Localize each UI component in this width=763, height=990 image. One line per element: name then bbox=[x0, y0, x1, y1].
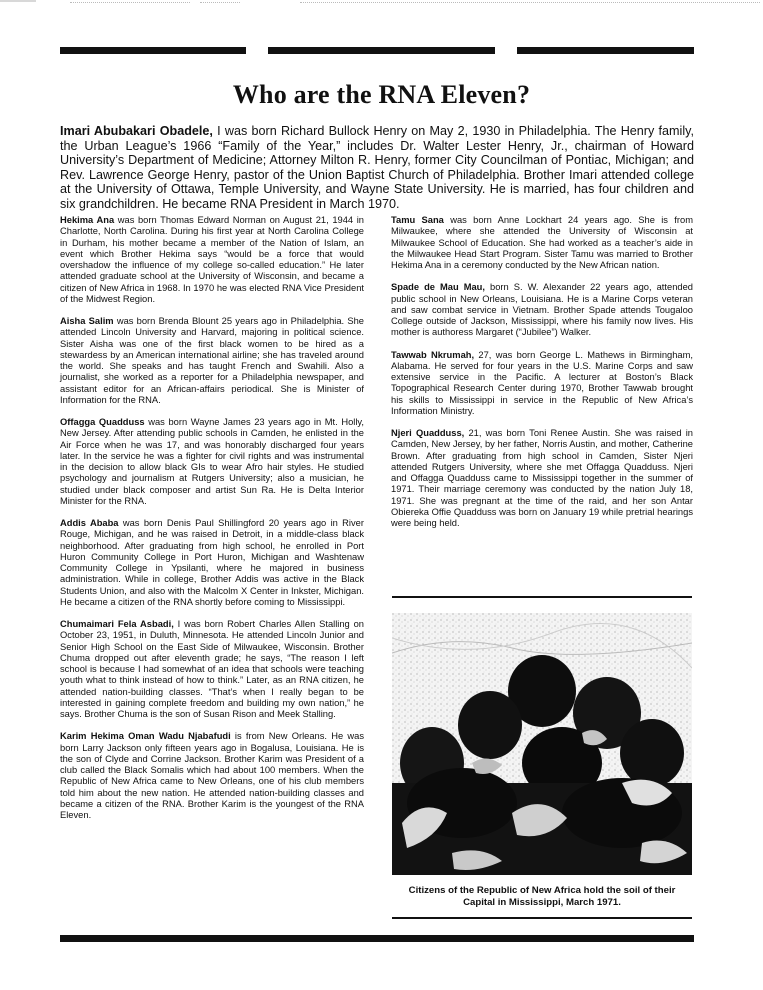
page-title: Who are the RNA Eleven? bbox=[232, 80, 531, 109]
scan-dots bbox=[200, 2, 240, 3]
footer-bar bbox=[60, 935, 694, 942]
bio-name: Chumaimari Fela Asbadi, bbox=[60, 619, 174, 629]
bio-name: Addis Ababa bbox=[60, 518, 119, 528]
bio-paragraph bbox=[60, 619, 364, 720]
bio-paragraph bbox=[391, 350, 693, 418]
photo-caption: Citizens of the Republic of New Africa hold the soil of their Capital in Mississippi, March 1971. bbox=[408, 885, 676, 908]
bio-paragraph bbox=[60, 518, 364, 608]
right-column bbox=[391, 215, 693, 540]
bio-text: I was born Robert Charles Allen Stalling on October 23, 1951, in Duluth, Minnesota. He attended Lincoln Junior and Senior High School on the East Side of Milwaukee, Wisconsin. Brother Chuma dropped out after eleventh grade; he says, “The reason I left school is because I had somewhat of an idea that schools were teaching youth what to think instead of how to think.” Later, as an RNA citizen, he attended nation-building classes. “That’s when I really began to be interested in gaining complete freedom and building my own nation,” he says. Brother Chuma is the son of Susan Rison and Meek Stalling. bbox=[60, 619, 364, 719]
bio-name: Tawwab Nkrumah, bbox=[391, 349, 475, 360]
caption-bottom-rule bbox=[392, 917, 692, 919]
intro-name: Imari Abubakari Obadele, bbox=[60, 124, 213, 138]
bio-text: was born Anne Lockhart 24 years ago. She is from Milwaukee, where she attended the University of Wisconsin at Milwaukee School of Education. She had worked as a teacher’s aide in the Milwaukee Head Start Program. Sister Tamu was married to Brother Hekima Ana in a ceremony conducted by the New African nation. bbox=[391, 215, 693, 270]
bio-paragraph bbox=[60, 316, 364, 406]
bio-name: Njeri Quadduss, bbox=[391, 428, 465, 438]
bio-text: 21, was born Toni Renee Austin. She was raised in Camden, New Jersey, by her father, Norris Austin, and mother, Catherine Brown. After graduating from high school in Camden, Sister Njeri attended Rutgers University, where she met Offagga Quadduss. Njeri and Offagga Quadduss came to Mississippi together in the summer of 1971. Their marriage ceremony was conducted by the nation July 18, 1971. She was pregnant at the time of the raid, and her son Antar Obiereka Offie Quadduss was born on January 19 while pretrial hearings were being held. bbox=[391, 428, 693, 528]
scan-dots bbox=[300, 2, 760, 3]
bio-paragraph bbox=[60, 731, 364, 821]
bio-name: Offagga Quadduss bbox=[60, 417, 145, 427]
bio-paragraph bbox=[391, 428, 693, 529]
bio-paragraph bbox=[60, 417, 364, 507]
bio-text: was born Denis Paul Shillingford 20 years ago in River Rouge, Michigan, and he was raised in Detroit, in a middle-class black neighborhood. After graduating from high school, he enrolled in Port Huron Community College in Port Huron, Michigan and Washtenaw Community College in Ypsilanti, where he majored in business administration. While in college, Brother Addis was active in the Black Students Union, and also with the Malcolm X Center in Inkster, Michigan. He became a citizen of the RNA shortly before coming to Mississippi. bbox=[60, 518, 364, 607]
crowd-photo bbox=[392, 613, 692, 875]
bio-text: was born Brenda Blount 25 years ago in Philadelphia. She attended Lincoln University and Harvard, majoring in political science. Sister Aisha was one of the first black women to be hired as a stewardess by an American international airline; she has traveled around the world. She speaks and has taught French and Swahili. Also a journalist, she worked as a reporter for a Philadelphia newspaper, and assistant editor for an African-affairs periodical. She is Minister of Information for the RNA. bbox=[60, 316, 364, 405]
bio-name: Spade de Mau Mau, bbox=[391, 282, 485, 293]
left-column bbox=[60, 215, 364, 832]
bio-text: was born Thomas Edward Norman on August 21, 1944 in Charlotte, North Carolina. During his first year at North Carolina College in Durham, his mother became a member of the Nation of Islam, an event which Brother Hekima says “would be a force that would overshadow the influence of my college so-called education.” He later attended graduate school at the University of Wisconsin, and became a citizen of New Africa in 1968. In 1970 he was elected RNA Vice President of the Midwest Region. bbox=[60, 215, 364, 304]
bio-text: is from New Orleans. He was born Larry Jackson only fifteen years ago in Bogalusa, Louisiana. He is the son of Clyde and Corrine Jackson. Brother Karim was President of a club called the Black Somalis which had about 100 members. When the Republic of New Africa came to New Orleans, one of his club members told him about the new nation. He attended nation-building classes and became a citizen of the RNA. Brother Karim is the youngest of the RNA Eleven. bbox=[60, 731, 364, 820]
header-bar-center bbox=[268, 47, 495, 54]
bio-name: Aisha Salim bbox=[60, 316, 114, 326]
bio-name: Karim Hekima Oman Wadu Njabafudi bbox=[60, 731, 231, 742]
bio-text: born S. W. Alexander 22 years ago, attended public school in New Orleans, Louisiana. He is a Marine Corps veteran and saw combat service in Vietnam. Brother Spade attends Tougaloo College outside of Jackson, Mississippi, where his family now lives. His mother is authoress Margaret (“Jubilee”) Walker. bbox=[391, 282, 693, 338]
bio-paragraph bbox=[60, 215, 364, 305]
bio-name: Hekima Ana bbox=[60, 215, 115, 225]
intro-paragraph bbox=[60, 124, 694, 212]
header-bar-left bbox=[60, 47, 246, 54]
bio-paragraph bbox=[391, 215, 693, 271]
scan-line bbox=[0, 0, 36, 2]
bio-text: 27, was born George L. Mathews in Birmingham, Alabama. He served for four years in the U.S. Marine Corps and saw extensive service in the Pacific. A lecturer at Boston’s Black Topographical Research Center during 1970, Brother Tawwab brought his skills to Mississippi in service in the Republic of New Africa’s Information Ministry. bbox=[391, 349, 694, 416]
photo-top-rule bbox=[392, 596, 692, 598]
header-bar-right bbox=[517, 47, 694, 54]
scan-dots bbox=[70, 2, 190, 3]
bio-text: was born Wayne James 23 years ago in Mt. Holly, New Jersey. After attending public schools in Camden, he enlisted in the Air Force when he was 17, and was honorably discharged four years later. In the service he was a fighter for civil rights and was instrumental in the decision to allow black GIs to wear Afro hair styles. He studied psychology and journalism at Rutgers University; also a musician, he studied under black composer and artist Sun Ra. He is Delta Interior Minister for the RNA. bbox=[60, 417, 365, 506]
bio-name: Tamu Sana bbox=[391, 215, 444, 225]
crowd-photo-image bbox=[392, 613, 692, 875]
intro-text: I was born Richard Bullock Henry on May 2, 1930 in Philadelphia. The Henry family, the Urban League’s 1966 “Family of the Year,” includes Dr. Walter Lester Henry, Jr., chairman of Howard University’s Department of Medicine; Attorney Milton R. Henry, former City Councilman of Pontiac, Michigan; and Rev. Lawrence George Henry, pastor of the Union Baptist Church of Philadelphia. Brother Imari attended college at the University of Ottawa, Temple University, and Wayne State University. He is married, has four children and six grandchildren. He became RNA President in March 1970. bbox=[60, 124, 694, 211]
bio-paragraph bbox=[391, 282, 693, 338]
